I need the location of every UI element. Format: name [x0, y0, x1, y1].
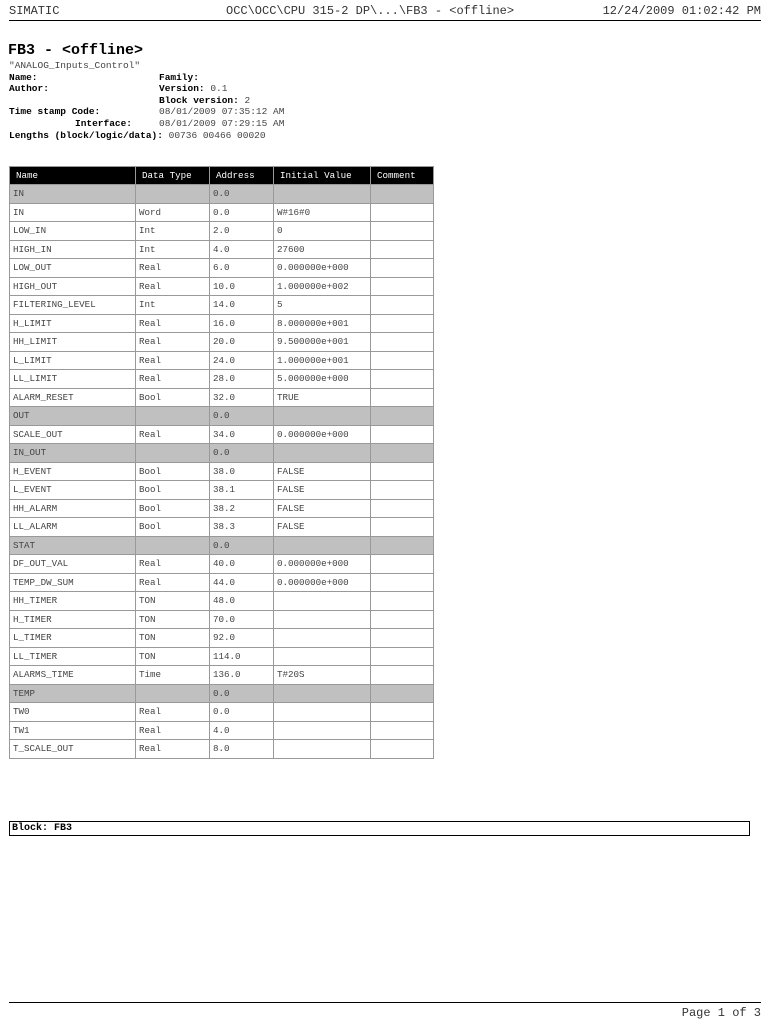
cell-address: 20.0 [210, 333, 274, 352]
cell-initial-value: FALSE [274, 462, 371, 481]
table-row [10, 203, 434, 222]
cell-initial-value: FALSE [274, 499, 371, 518]
cell-initial-value [274, 444, 371, 463]
cell-address: 6.0 [210, 259, 274, 278]
cell-address: 0.0 [210, 407, 274, 426]
page-title: FB3 - <offline> [8, 42, 144, 59]
cell-comment [371, 573, 434, 592]
author-label: Author: [9, 83, 49, 95]
table-row [10, 721, 434, 740]
cell-data-type: Real [136, 555, 210, 574]
cell-name: L_EVENT [10, 481, 136, 500]
cell-initial-value [274, 647, 371, 666]
cell-initial-value: 0 [274, 222, 371, 241]
cell-name: FILTERING_LEVEL [10, 296, 136, 315]
cell-data-type: Time [136, 666, 210, 685]
cell-data-type: TON [136, 592, 210, 611]
cell-data-type: TON [136, 629, 210, 648]
name-label: Name: [9, 71, 38, 83]
cell-data-type: Int [136, 222, 210, 241]
cell-comment [371, 610, 434, 629]
interface-value: 08/01/2009 07:29:15 AM [159, 117, 285, 129]
cell-comment [371, 277, 434, 296]
cell-comment [371, 721, 434, 740]
table-row [10, 351, 434, 370]
cell-name: HH_ALARM [10, 499, 136, 518]
cell-address: 0.0 [210, 203, 274, 222]
cell-address: 40.0 [210, 555, 274, 574]
table-row [10, 666, 434, 685]
cell-initial-value: 0.000000e+000 [274, 259, 371, 278]
cell-address: 92.0 [210, 629, 274, 648]
block-properties [9, 60, 285, 141]
cell-name: LL_LIMIT [10, 370, 136, 389]
cell-comment [371, 555, 434, 574]
cell-comment [371, 536, 434, 555]
cell-address: 38.0 [210, 462, 274, 481]
cell-address: 24.0 [210, 351, 274, 370]
cell-initial-value [274, 629, 371, 648]
header-product: SIMATIC [9, 4, 60, 18]
cell-data-type: Real [136, 351, 210, 370]
cell-address: 48.0 [210, 592, 274, 611]
cell-name: OUT [10, 407, 136, 426]
block-label: Block: FB3 [9, 821, 750, 836]
cell-data-type: Real [136, 314, 210, 333]
cell-comment [371, 684, 434, 703]
cell-data-type: Real [136, 703, 210, 722]
cell-address: 32.0 [210, 388, 274, 407]
cell-comment [371, 703, 434, 722]
cell-name: H_LIMIT [10, 314, 136, 333]
table-row [10, 277, 434, 296]
cell-data-type: Real [136, 740, 210, 759]
cell-address: 2.0 [210, 222, 274, 241]
cell-initial-value: 5.000000e+000 [274, 370, 371, 389]
cell-address: 14.0 [210, 296, 274, 315]
cell-comment [371, 629, 434, 648]
cell-name: LL_ALARM [10, 518, 136, 537]
cell-data-type: Word [136, 203, 210, 222]
cell-data-type [136, 684, 210, 703]
cell-initial-value [274, 721, 371, 740]
cell-comment [371, 351, 434, 370]
cell-address: 0.0 [210, 185, 274, 204]
cell-comment [371, 296, 434, 315]
cell-data-type: Real [136, 721, 210, 740]
cell-comment [371, 592, 434, 611]
cell-address: 8.0 [210, 740, 274, 759]
cell-initial-value: 1.000000e+001 [274, 351, 371, 370]
cell-comment [371, 425, 434, 444]
cell-data-type: Real [136, 333, 210, 352]
table-row [10, 425, 434, 444]
cell-data-type: Real [136, 259, 210, 278]
cell-data-type: Int [136, 240, 210, 259]
table-header-row [10, 167, 434, 185]
cell-comment [371, 388, 434, 407]
col-header-name: Name [10, 167, 136, 185]
cell-name: HIGH_OUT [10, 277, 136, 296]
cell-data-type: Real [136, 573, 210, 592]
cell-data-type: TON [136, 610, 210, 629]
cell-name: T_SCALE_OUT [10, 740, 136, 759]
cell-address: 4.0 [210, 721, 274, 740]
col-header-type: Data Type [136, 167, 210, 185]
interface-label: Interface: [75, 117, 133, 129]
table-row [10, 555, 434, 574]
page-header [0, 0, 768, 22]
cell-comment [371, 462, 434, 481]
version-label: Version: [159, 83, 205, 95]
cell-data-type: Real [136, 425, 210, 444]
cell-initial-value [274, 610, 371, 629]
cell-initial-value [274, 703, 371, 722]
cell-name: STAT [10, 536, 136, 555]
cell-name: L_LIMIT [10, 351, 136, 370]
section-row [10, 185, 434, 204]
table-row [10, 314, 434, 333]
cell-comment [371, 240, 434, 259]
cell-initial-value: W#16#0 [274, 203, 371, 222]
cell-data-type: Bool [136, 462, 210, 481]
cell-comment [371, 222, 434, 241]
table-row [10, 573, 434, 592]
page-number: Page 1 of 3 [681, 1006, 761, 1020]
interface-table [9, 166, 434, 759]
table-row [10, 222, 434, 241]
cell-address: 38.2 [210, 499, 274, 518]
cell-initial-value: 8.000000e+001 [274, 314, 371, 333]
cell-initial-value [274, 536, 371, 555]
cell-name: DF_OUT_VAL [10, 555, 136, 574]
cell-data-type: Bool [136, 518, 210, 537]
cell-comment [371, 370, 434, 389]
cell-data-type: Bool [136, 388, 210, 407]
table-row [10, 296, 434, 315]
section-row [10, 684, 434, 703]
cell-comment [371, 444, 434, 463]
cell-data-type: Real [136, 370, 210, 389]
table-row [10, 647, 434, 666]
cell-data-type: Int [136, 296, 210, 315]
table-row [10, 333, 434, 352]
cell-initial-value [274, 407, 371, 426]
cell-address: 70.0 [210, 610, 274, 629]
cell-comment [371, 185, 434, 204]
cell-address: 16.0 [210, 314, 274, 333]
cell-name: HH_LIMIT [10, 333, 136, 352]
cell-data-type: TON [136, 647, 210, 666]
cell-name: HH_TIMER [10, 592, 136, 611]
cell-name: LOW_IN [10, 222, 136, 241]
header-datetime: 12/24/2009 01:02:42 PM [602, 4, 761, 18]
cell-address: 0.0 [210, 703, 274, 722]
cell-initial-value: FALSE [274, 481, 371, 500]
cell-name: LOW_OUT [10, 259, 136, 278]
timestamp-code-label: Time stamp Code: [9, 106, 101, 118]
cell-name: L_TIMER [10, 629, 136, 648]
cell-initial-value: 0.000000e+000 [274, 425, 371, 444]
cell-initial-value: 9.500000e+001 [274, 333, 371, 352]
block-version-value: 2 [244, 94, 251, 106]
cell-address: 0.0 [210, 444, 274, 463]
cell-initial-value [274, 740, 371, 759]
table-row [10, 259, 434, 278]
cell-comment [371, 647, 434, 666]
table-row [10, 703, 434, 722]
table-row [10, 499, 434, 518]
header-path: OCC\OCC\CPU 315-2 DP\...\FB3 - <offline> [226, 4, 515, 18]
cell-name: TEMP_DW_SUM [10, 573, 136, 592]
cell-comment [371, 259, 434, 278]
timestamp-code-value: 08/01/2009 07:35:12 AM [159, 106, 285, 118]
table-row [10, 370, 434, 389]
section-row [10, 444, 434, 463]
cell-comment [371, 499, 434, 518]
section-row [10, 407, 434, 426]
cell-initial-value [274, 684, 371, 703]
cell-address: 10.0 [210, 277, 274, 296]
cell-data-type [136, 536, 210, 555]
cell-data-type: Real [136, 277, 210, 296]
cell-initial-value: 5 [274, 296, 371, 315]
cell-address: 38.3 [210, 518, 274, 537]
cell-address: 28.0 [210, 370, 274, 389]
cell-address: 0.0 [210, 684, 274, 703]
table-row [10, 610, 434, 629]
cell-address: 44.0 [210, 573, 274, 592]
cell-name: IN [10, 185, 136, 204]
cell-comment [371, 314, 434, 333]
section-row [10, 536, 434, 555]
cell-data-type [136, 444, 210, 463]
cell-initial-value: FALSE [274, 518, 371, 537]
lengths-label: Lengths (block/logic/data): [9, 129, 163, 141]
table-row [10, 518, 434, 537]
cell-initial-value: 27600 [274, 240, 371, 259]
cell-comment [371, 203, 434, 222]
cell-comment [371, 666, 434, 685]
cell-comment [371, 333, 434, 352]
cell-name: LL_TIMER [10, 647, 136, 666]
col-header-address: Address [210, 167, 274, 185]
table-body [10, 185, 434, 759]
footer-divider [9, 1002, 761, 1003]
cell-initial-value: 0.000000e+000 [274, 573, 371, 592]
cell-name: IN_OUT [10, 444, 136, 463]
cell-initial-value: TRUE [274, 388, 371, 407]
version-value: 0.1 [210, 83, 228, 95]
table-row [10, 740, 434, 759]
cell-name: IN [10, 203, 136, 222]
cell-address: 0.0 [210, 536, 274, 555]
cell-data-type: Bool [136, 481, 210, 500]
cell-name: TW1 [10, 721, 136, 740]
table-row [10, 240, 434, 259]
cell-comment [371, 740, 434, 759]
cell-name: TEMP [10, 684, 136, 703]
cell-name: SCALE_OUT [10, 425, 136, 444]
cell-address: 114.0 [210, 647, 274, 666]
cell-name: H_TIMER [10, 610, 136, 629]
cell-address: 4.0 [210, 240, 274, 259]
symbolic-name: "ANALOG_Inputs_Control" [9, 60, 141, 71]
cell-data-type [136, 407, 210, 426]
cell-name: HIGH_IN [10, 240, 136, 259]
cell-name: ALARM_RESET [10, 388, 136, 407]
header-divider [9, 20, 761, 21]
cell-initial-value [274, 185, 371, 204]
table-row [10, 481, 434, 500]
cell-initial-value [274, 592, 371, 611]
cell-initial-value: 1.000000e+002 [274, 277, 371, 296]
cell-comment [371, 481, 434, 500]
table-row [10, 462, 434, 481]
cell-address: 34.0 [210, 425, 274, 444]
cell-initial-value: 0.000000e+000 [274, 555, 371, 574]
col-header-initial-value: Initial Value [274, 167, 371, 185]
cell-data-type [136, 185, 210, 204]
cell-address: 136.0 [210, 666, 274, 685]
lengths-value: 00736 00466 00020 [168, 129, 266, 141]
cell-name: TW0 [10, 703, 136, 722]
table-row [10, 629, 434, 648]
cell-address: 38.1 [210, 481, 274, 500]
cell-initial-value: T#20S [274, 666, 371, 685]
block-version-label: Block version: [159, 94, 239, 106]
cell-comment [371, 407, 434, 426]
cell-data-type: Bool [136, 499, 210, 518]
table-row [10, 592, 434, 611]
family-label: Family: [159, 71, 199, 83]
cell-name: H_EVENT [10, 462, 136, 481]
cell-name: ALARMS_TIME [10, 666, 136, 685]
col-header-comment: Comment [371, 167, 434, 185]
cell-comment [371, 518, 434, 537]
table-row [10, 388, 434, 407]
